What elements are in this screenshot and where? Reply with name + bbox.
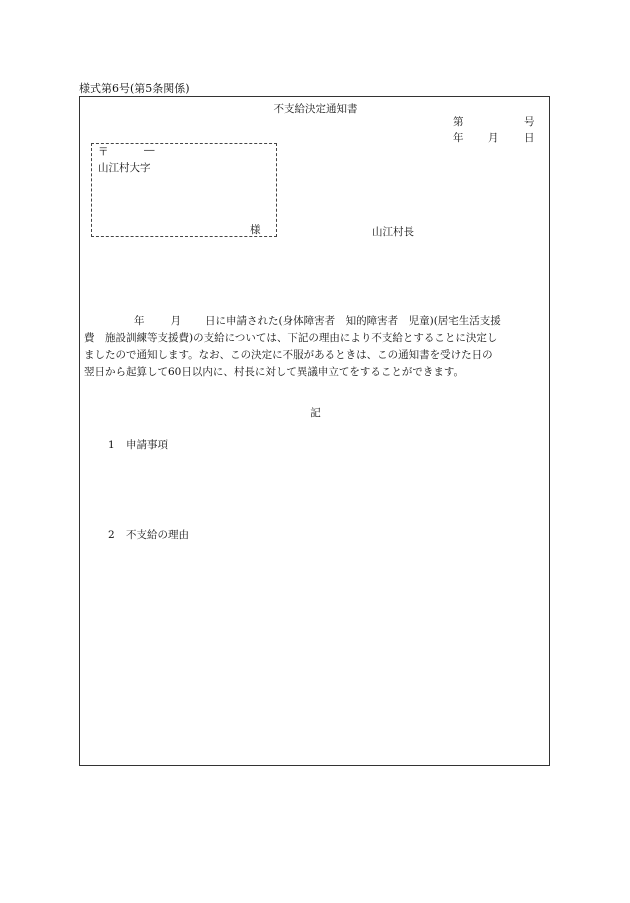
body-line-2: 費 施設訓練等支援費)の支給については、下記の理由により不支給とすることに決定し xyxy=(84,332,498,344)
ki-heading: 記 xyxy=(310,407,321,419)
body-year: 年 xyxy=(134,315,145,327)
honorific-sama: 様 xyxy=(250,224,261,236)
body-line-1-text: 日に申請された(身体障害者 知的障害者 児童)(居宅生活支援 xyxy=(205,315,501,327)
postal-mark: 〒 xyxy=(98,146,109,158)
item-reason xyxy=(108,527,189,542)
date-year: 年 xyxy=(453,132,464,144)
body-line-4: 翌日から起算して60日以内に、村長に対して異議申立てをすることができます。 xyxy=(84,366,465,378)
item-label: 申請事項 xyxy=(126,439,168,451)
number-prefix: 第 xyxy=(453,116,464,128)
body-line-3: ましたので通知します。なお、この決定に不服があるときは、この通知書を受けた日の xyxy=(84,349,493,361)
recipient-address: 山江村大字 xyxy=(98,162,151,174)
address-box xyxy=(91,143,277,237)
document-title: 不支給決定通知書 xyxy=(273,103,358,115)
form-number-label: 様式第6号(第5条関係) xyxy=(79,82,190,95)
body-month: 月 xyxy=(170,315,181,327)
notice-frame xyxy=(79,96,550,766)
number-suffix: 号 xyxy=(524,116,535,128)
item-application-matter xyxy=(108,437,168,452)
item-number: 2 xyxy=(108,529,115,541)
postal-dash: ― xyxy=(144,144,155,156)
body-line-1 xyxy=(84,313,546,330)
sender-name: 山江村長 xyxy=(372,226,414,238)
body-paragraph xyxy=(84,313,546,381)
date-day: 日 xyxy=(524,132,535,144)
item-number: 1 xyxy=(108,439,115,451)
item-label: 不支給の理由 xyxy=(126,529,189,541)
date-month: 月 xyxy=(488,132,499,144)
